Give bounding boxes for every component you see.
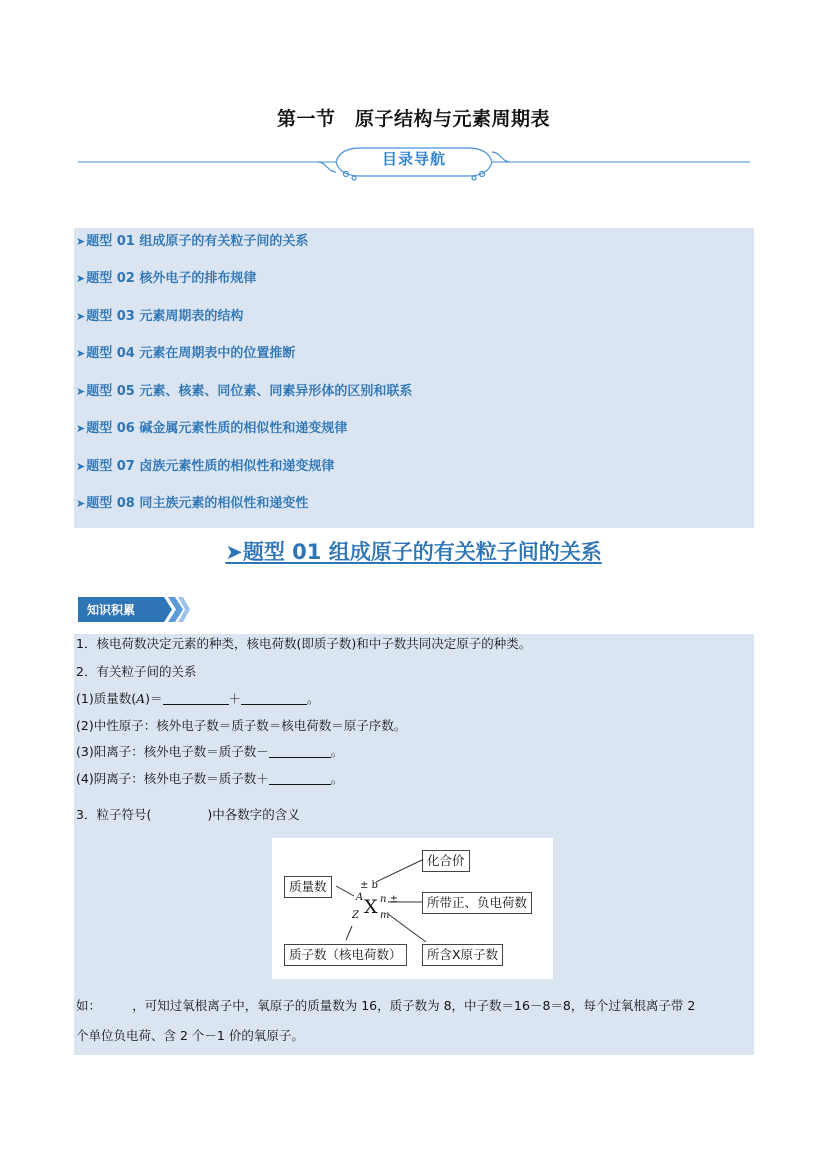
nav-banner bbox=[78, 140, 750, 186]
text-line: 个单位负电荷、含 2 个－1 价的氧原子。 bbox=[76, 1028, 304, 1043]
answer-blank[interactable] bbox=[163, 691, 229, 705]
symbol-count: m bbox=[380, 910, 390, 921]
arrow-icon: ➤ bbox=[76, 385, 86, 398]
arrow-icon: ➤ bbox=[76, 310, 86, 323]
toc-item-3[interactable]: ➤题型 03 元素周期表的结构 bbox=[76, 309, 244, 324]
toc-item-7[interactable]: ➤题型 07 卤族元素性质的相似性和递变规律 bbox=[76, 459, 335, 474]
arrow-icon: ➤ bbox=[76, 460, 86, 473]
text-line: 3．粒子符号( )中各数字的含义 bbox=[76, 807, 300, 822]
proton-number-box: 质子数（核电荷数） bbox=[284, 944, 407, 966]
symbol-valence: ± b bbox=[360, 880, 378, 891]
toc-item-4[interactable]: ➤题型 04 元素在周期表中的位置推断 bbox=[76, 346, 296, 361]
answer-blank[interactable] bbox=[269, 744, 331, 758]
toc-item-1[interactable]: ➤题型 01 组成原子的有关粒子间的关系 bbox=[76, 234, 309, 249]
mass-number-box: 质量数 bbox=[284, 876, 332, 898]
badge-label: 知识积累 bbox=[87, 603, 136, 617]
toc-item-6[interactable]: ➤题型 06 碱金属元素性质的相似性和递变规律 bbox=[76, 421, 348, 436]
charge-box: 所带正、负电荷数 bbox=[422, 892, 532, 914]
section-heading[interactable]: ➤题型 01 组成原子的有关粒子间的关系 bbox=[225, 540, 602, 564]
valence-box: 化合价 bbox=[422, 850, 470, 872]
page-title: 第一节 原子结构与元素周期表 bbox=[276, 108, 550, 130]
arrow-icon: ➤ bbox=[76, 422, 86, 435]
toc-item-8[interactable]: ➤题型 08 同主族元素的相似性和递变性 bbox=[76, 496, 309, 511]
arrow-icon: ➤ bbox=[76, 235, 86, 248]
text-line: (4)阴离子：核外电子数＝质子数＋ 。 bbox=[76, 771, 344, 786]
symbol-charge: n ± bbox=[380, 894, 398, 905]
text-line: (3)阳离子：核外电子数＝质子数－ 。 bbox=[76, 744, 344, 759]
arrow-icon: ➤ bbox=[76, 497, 86, 510]
table-of-contents bbox=[74, 228, 754, 528]
text-line: (2)中性原子：核外电子数＝质子数＝核电荷数＝原子序数。 bbox=[76, 718, 407, 733]
text-line: 如： ，可知过氧根离子中，氧原子的质量数为 16，质子数为 8，中子数＝16－8＝8，每个过氧根离子带 2 bbox=[76, 998, 696, 1013]
symbol-mass: A bbox=[356, 892, 364, 903]
answer-blank[interactable] bbox=[241, 691, 307, 705]
arrow-icon: ➤ bbox=[76, 272, 86, 285]
atom-count-box: 所含X原子数 bbox=[422, 944, 503, 966]
arrow-icon: ➤ bbox=[76, 347, 86, 360]
text-line: 1．核电荷数决定元素的种类，核电荷数(即质子数)和中子数共同决定原子的种类。 bbox=[76, 636, 532, 651]
answer-blank[interactable] bbox=[269, 771, 331, 785]
knowledge-badge bbox=[78, 597, 190, 622]
symbol-element: X bbox=[364, 896, 378, 918]
text-line: 2．有关粒子间的关系 bbox=[76, 664, 197, 679]
nav-label: 目录导航 bbox=[381, 150, 446, 168]
toc-item-2[interactable]: ➤题型 02 核外电子的排布规律 bbox=[76, 271, 257, 286]
toc-item-5[interactable]: ➤题型 05 元素、核素、同位素、同素异形体的区别和联系 bbox=[76, 384, 413, 399]
symbol-proton: Z bbox=[352, 910, 359, 921]
text-line: (1)质量数(A)＝ ＋ 。 bbox=[76, 691, 320, 706]
particle-symbol-diagram bbox=[272, 838, 553, 979]
